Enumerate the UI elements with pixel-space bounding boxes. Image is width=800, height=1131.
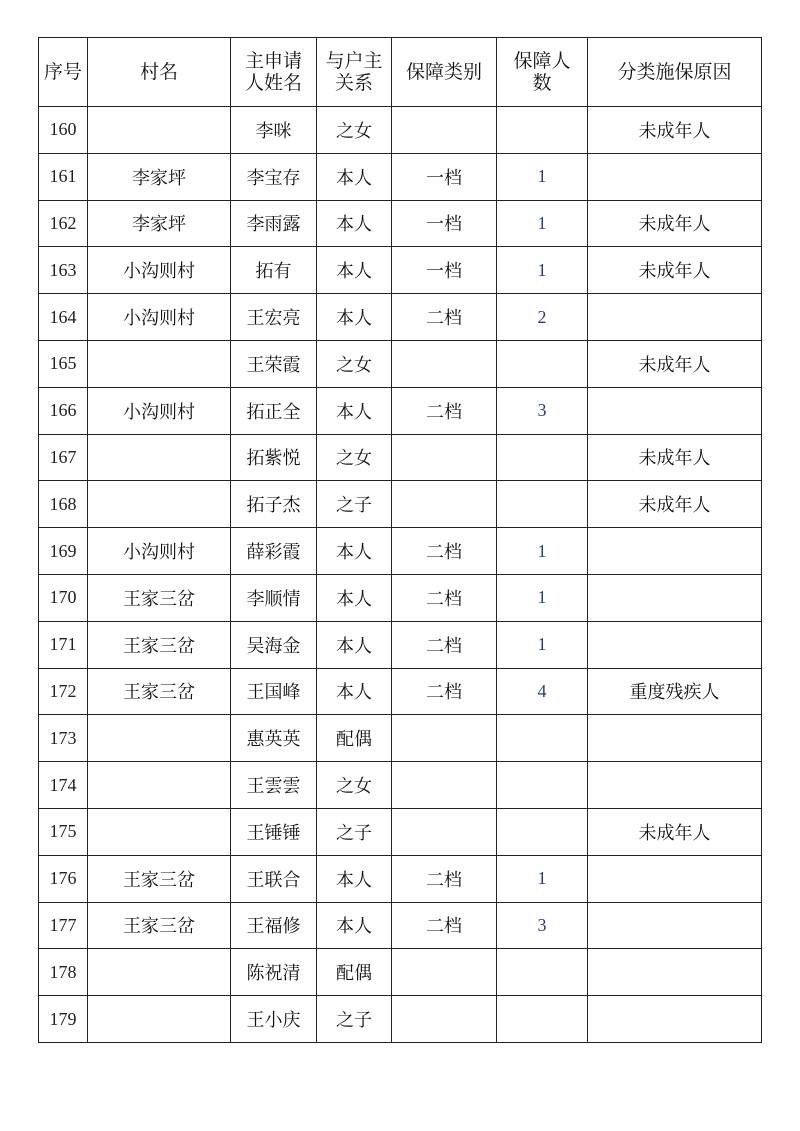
cell-count: 1 xyxy=(497,855,588,902)
cell-relation: 配偶 xyxy=(317,715,392,762)
header-seq: 序号 xyxy=(39,38,88,107)
cell-applicant-name: 王锤锤 xyxy=(231,808,317,855)
cell-reason: 未成年人 xyxy=(588,200,762,247)
cell-category: 二档 xyxy=(392,387,497,434)
cell-applicant-name: 吴海金 xyxy=(231,621,317,668)
roster-body xyxy=(39,107,762,1043)
cell-reason xyxy=(588,715,762,762)
cell-seq: 166 xyxy=(39,387,88,434)
header-reason: 分类施保原因 xyxy=(588,38,762,107)
cell-reason xyxy=(588,902,762,949)
cell-category: 二档 xyxy=(392,621,497,668)
cell-category: 一档 xyxy=(392,153,497,200)
cell-count xyxy=(497,340,588,387)
table-row xyxy=(39,481,762,528)
cell-seq: 171 xyxy=(39,621,88,668)
cell-relation: 本人 xyxy=(317,621,392,668)
cell-village xyxy=(88,996,231,1043)
cell-category xyxy=(392,715,497,762)
cell-category: 二档 xyxy=(392,668,497,715)
cell-seq: 174 xyxy=(39,762,88,809)
cell-category: 二档 xyxy=(392,902,497,949)
cell-category xyxy=(392,996,497,1043)
header-row xyxy=(39,38,762,107)
cell-applicant-name: 李宝存 xyxy=(231,153,317,200)
cell-village: 李家坪 xyxy=(88,200,231,247)
cell-seq: 179 xyxy=(39,996,88,1043)
cell-reason xyxy=(588,387,762,434)
cell-category xyxy=(392,107,497,154)
cell-reason: 未成年人 xyxy=(588,247,762,294)
table-row xyxy=(39,153,762,200)
cell-count xyxy=(497,808,588,855)
table-row xyxy=(39,949,762,996)
table-row xyxy=(39,247,762,294)
cell-reason: 未成年人 xyxy=(588,434,762,481)
cell-seq: 173 xyxy=(39,715,88,762)
cell-relation: 本人 xyxy=(317,855,392,902)
cell-village: 王家三岔 xyxy=(88,668,231,715)
cell-seq: 160 xyxy=(39,107,88,154)
cell-reason: 重度残疾人 xyxy=(588,668,762,715)
cell-reason xyxy=(588,996,762,1043)
cell-seq: 172 xyxy=(39,668,88,715)
cell-applicant-name: 拓子杰 xyxy=(231,481,317,528)
cell-category xyxy=(392,808,497,855)
cell-reason xyxy=(588,574,762,621)
cell-applicant-name: 王宏亮 xyxy=(231,294,317,341)
cell-village: 小沟则村 xyxy=(88,247,231,294)
cell-village: 王家三岔 xyxy=(88,855,231,902)
table-row xyxy=(39,387,762,434)
cell-relation: 本人 xyxy=(317,387,392,434)
cell-relation: 之子 xyxy=(317,808,392,855)
cell-count: 1 xyxy=(497,621,588,668)
table-row xyxy=(39,574,762,621)
cell-relation: 本人 xyxy=(317,247,392,294)
cell-seq: 162 xyxy=(39,200,88,247)
cell-reason: 未成年人 xyxy=(588,808,762,855)
cell-reason: 未成年人 xyxy=(588,340,762,387)
table-row xyxy=(39,996,762,1043)
cell-reason: 未成年人 xyxy=(588,107,762,154)
cell-village: 小沟则村 xyxy=(88,294,231,341)
cell-count xyxy=(497,481,588,528)
cell-seq: 165 xyxy=(39,340,88,387)
cell-village xyxy=(88,949,231,996)
cell-applicant-name: 王雲雲 xyxy=(231,762,317,809)
table-row xyxy=(39,107,762,154)
cell-category xyxy=(392,340,497,387)
cell-category: 一档 xyxy=(392,200,497,247)
cell-village: 小沟则村 xyxy=(88,528,231,575)
cell-seq: 167 xyxy=(39,434,88,481)
cell-village: 李家坪 xyxy=(88,153,231,200)
cell-applicant-name: 陈祝清 xyxy=(231,949,317,996)
cell-reason xyxy=(588,294,762,341)
cell-applicant-name: 李咪 xyxy=(231,107,317,154)
cell-category xyxy=(392,434,497,481)
cell-village: 王家三岔 xyxy=(88,621,231,668)
cell-applicant-name: 李雨露 xyxy=(231,200,317,247)
cell-seq: 175 xyxy=(39,808,88,855)
cell-applicant-name: 拓有 xyxy=(231,247,317,294)
cell-seq: 163 xyxy=(39,247,88,294)
cell-village xyxy=(88,340,231,387)
cell-village xyxy=(88,107,231,154)
table-row xyxy=(39,762,762,809)
cell-category: 二档 xyxy=(392,528,497,575)
cell-count xyxy=(497,762,588,809)
cell-reason xyxy=(588,621,762,668)
cell-village xyxy=(88,808,231,855)
cell-relation: 之女 xyxy=(317,107,392,154)
cell-reason xyxy=(588,528,762,575)
cell-seq: 178 xyxy=(39,949,88,996)
cell-category: 二档 xyxy=(392,855,497,902)
cell-seq: 161 xyxy=(39,153,88,200)
cell-count xyxy=(497,949,588,996)
cell-relation: 本人 xyxy=(317,153,392,200)
cell-count: 1 xyxy=(497,200,588,247)
table-row xyxy=(39,294,762,341)
table-row xyxy=(39,902,762,949)
header-count: 保障人数 xyxy=(497,38,588,107)
cell-applicant-name: 王福修 xyxy=(231,902,317,949)
cell-relation: 本人 xyxy=(317,528,392,575)
assistance-roster-table xyxy=(38,37,762,1043)
cell-relation: 本人 xyxy=(317,902,392,949)
cell-village xyxy=(88,481,231,528)
cell-applicant-name: 薛彩霞 xyxy=(231,528,317,575)
cell-count: 1 xyxy=(497,574,588,621)
cell-relation: 之女 xyxy=(317,434,392,481)
table-row xyxy=(39,434,762,481)
cell-seq: 164 xyxy=(39,294,88,341)
table-row xyxy=(39,528,762,575)
cell-seq: 168 xyxy=(39,481,88,528)
table-row xyxy=(39,200,762,247)
cell-count: 1 xyxy=(497,528,588,575)
cell-village: 王家三岔 xyxy=(88,902,231,949)
cell-count: 1 xyxy=(497,153,588,200)
cell-reason xyxy=(588,855,762,902)
cell-applicant-name: 王国峰 xyxy=(231,668,317,715)
cell-seq: 177 xyxy=(39,902,88,949)
cell-relation: 本人 xyxy=(317,668,392,715)
header-category: 保障类别 xyxy=(392,38,497,107)
cell-relation: 之子 xyxy=(317,996,392,1043)
cell-village xyxy=(88,434,231,481)
header-village: 村名 xyxy=(88,38,231,107)
table-row xyxy=(39,340,762,387)
table-row xyxy=(39,668,762,715)
cell-category xyxy=(392,481,497,528)
cell-reason xyxy=(588,762,762,809)
cell-relation: 之子 xyxy=(317,481,392,528)
cell-village xyxy=(88,762,231,809)
cell-seq: 170 xyxy=(39,574,88,621)
cell-village: 王家三岔 xyxy=(88,574,231,621)
cell-relation: 本人 xyxy=(317,294,392,341)
cell-applicant-name: 王联合 xyxy=(231,855,317,902)
cell-category xyxy=(392,949,497,996)
cell-relation: 配偶 xyxy=(317,949,392,996)
cell-applicant-name: 李顺情 xyxy=(231,574,317,621)
cell-count: 4 xyxy=(497,668,588,715)
cell-count xyxy=(497,996,588,1043)
cell-count xyxy=(497,107,588,154)
header-applicant: 主申请人姓名 xyxy=(231,38,317,107)
cell-count xyxy=(497,715,588,762)
cell-category xyxy=(392,762,497,809)
cell-applicant-name: 王小庆 xyxy=(231,996,317,1043)
header-relation: 与户主关系 xyxy=(317,38,392,107)
cell-count xyxy=(497,434,588,481)
cell-seq: 176 xyxy=(39,855,88,902)
cell-relation: 本人 xyxy=(317,574,392,621)
cell-reason xyxy=(588,949,762,996)
cell-applicant-name: 惠英英 xyxy=(231,715,317,762)
cell-applicant-name: 王荣霞 xyxy=(231,340,317,387)
cell-reason xyxy=(588,153,762,200)
cell-relation: 之女 xyxy=(317,762,392,809)
cell-count: 3 xyxy=(497,387,588,434)
cell-count: 2 xyxy=(497,294,588,341)
table-row xyxy=(39,855,762,902)
cell-category: 二档 xyxy=(392,294,497,341)
table-row xyxy=(39,715,762,762)
cell-category: 一档 xyxy=(392,247,497,294)
table-row xyxy=(39,808,762,855)
table-row xyxy=(39,621,762,668)
cell-village xyxy=(88,715,231,762)
cell-reason: 未成年人 xyxy=(588,481,762,528)
cell-applicant-name: 拓正全 xyxy=(231,387,317,434)
cell-applicant-name: 拓紫悦 xyxy=(231,434,317,481)
cell-seq: 169 xyxy=(39,528,88,575)
cell-category: 二档 xyxy=(392,574,497,621)
cell-count: 3 xyxy=(497,902,588,949)
cell-relation: 之女 xyxy=(317,340,392,387)
cell-village: 小沟则村 xyxy=(88,387,231,434)
cell-relation: 本人 xyxy=(317,200,392,247)
cell-count: 1 xyxy=(497,247,588,294)
